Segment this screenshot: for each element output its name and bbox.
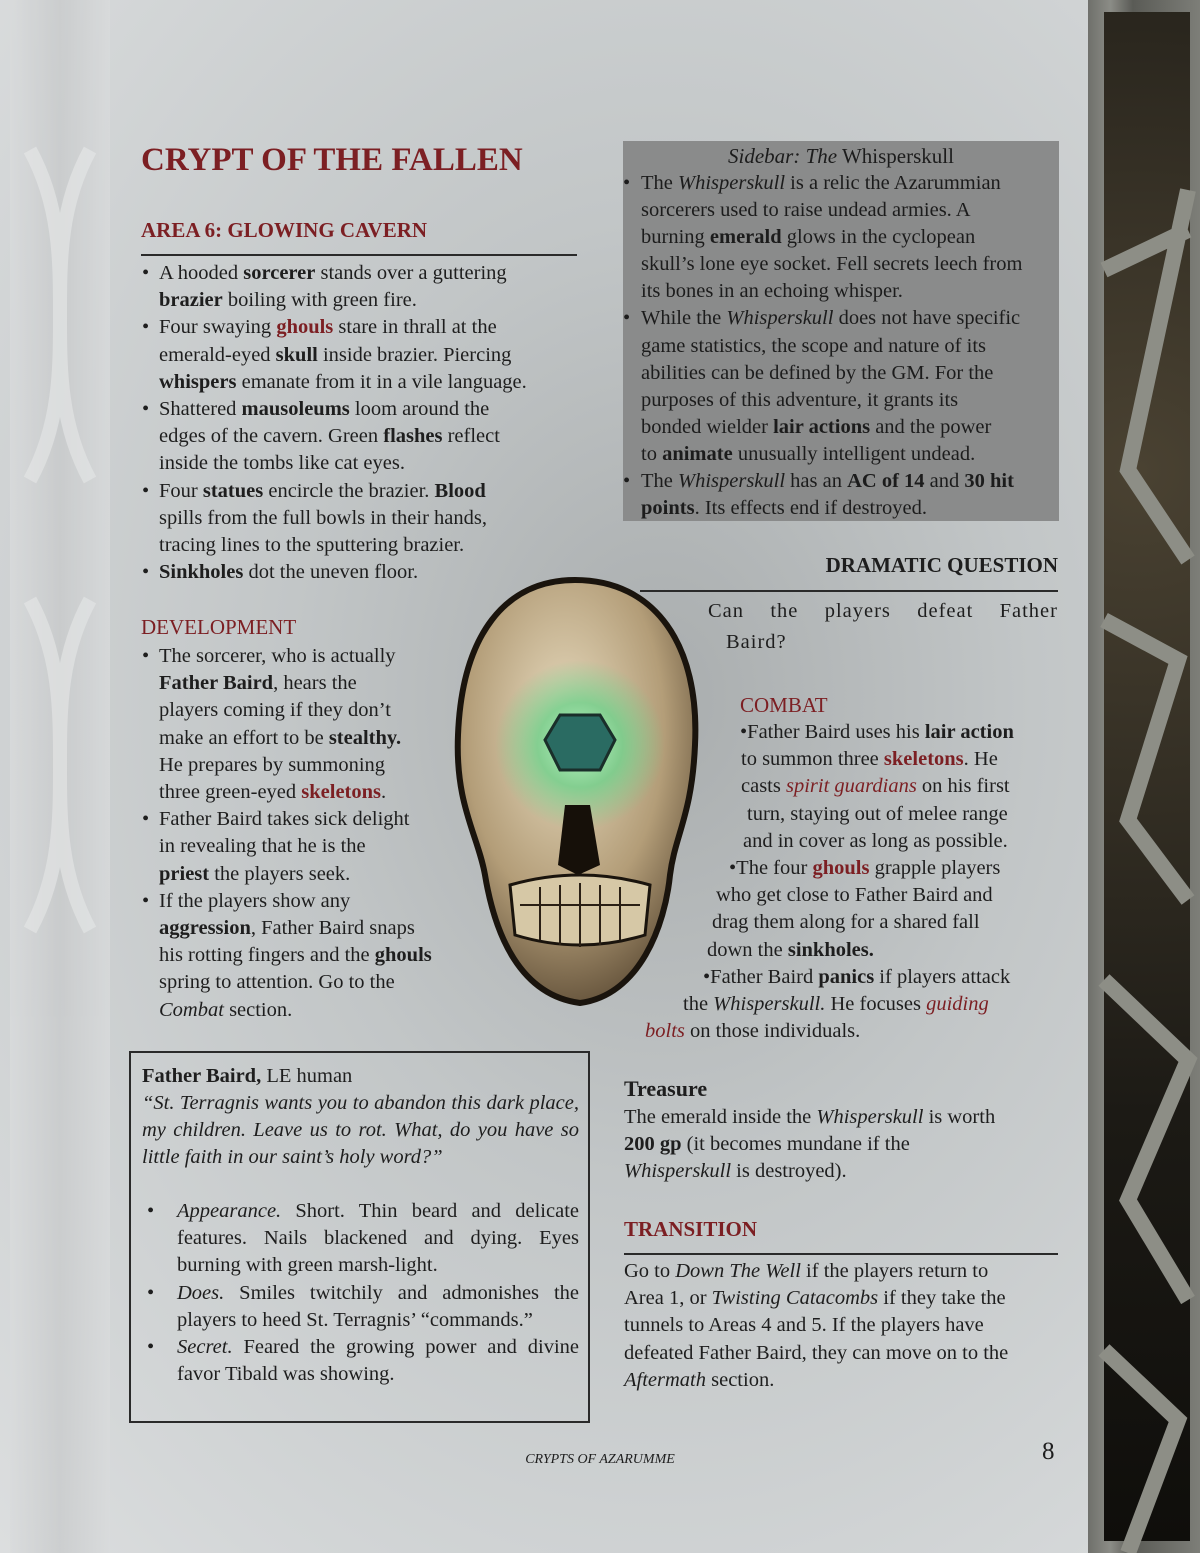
- text-run: unusually intelligent undead.: [732, 442, 976, 465]
- text-run: Appearance.: [177, 1200, 282, 1222]
- text-run: Twisting Catacombs: [711, 1287, 879, 1310]
- page-number: 8: [1042, 1438, 1055, 1465]
- text-run: grapple players: [869, 857, 1001, 879]
- text-run: and in cover as long as possible.: [743, 829, 1008, 852]
- text-run: flashes: [383, 425, 443, 448]
- text-run: brazier: [159, 289, 223, 312]
- transition-heading: TRANSITION: [624, 1217, 758, 1241]
- list-item: [147, 1334, 579, 1388]
- sidebar-caption: [623, 142, 1059, 170]
- text-run: glows in the cyclopean skull’s lone eye socket. Fell secrets leech from its bones in an echoing whisper.: [641, 226, 1023, 303]
- combat-line: [741, 775, 1010, 798]
- treasure-heading: Treasure: [624, 1076, 708, 1101]
- text-run: He focuses: [825, 993, 927, 1015]
- text-run: skeletons: [301, 781, 382, 804]
- text-run: Baird?: [726, 631, 787, 653]
- divider: [141, 254, 577, 256]
- text-run: animate: [662, 442, 733, 465]
- sidebar-bullet-list: [623, 170, 1059, 522]
- list-item: [142, 314, 582, 396]
- text-run: is a relic the Azarummian sorcerers used to raise undead armies. A burning: [641, 172, 1001, 249]
- footer-book-title: CRYPTS OF AZARUMME: [525, 1452, 675, 1467]
- text-run: AC of 14: [847, 470, 925, 493]
- development-bullet-list: [142, 643, 462, 1024]
- text-run: Down The Well: [675, 1260, 801, 1282]
- text-run: and the power to: [641, 415, 992, 465]
- combat-line: [716, 884, 993, 907]
- combat-line: [740, 721, 1014, 744]
- text-run: While the: [641, 307, 727, 330]
- text-run: down the: [707, 938, 788, 961]
- combat-heading: COMBAT: [740, 693, 828, 717]
- text-run: and: [924, 470, 965, 493]
- text-run: Whisperskull: [678, 470, 786, 493]
- text-run: panics: [818, 965, 875, 988]
- text-run: does not have specific game statistics, the scope and nature of its abilities can be defined by the GM. For the purposes of this adventure, it grants its bonded wielder: [641, 307, 1021, 438]
- text-run: stands over a guttering: [320, 262, 507, 284]
- text-run: Sinkholes: [159, 561, 244, 584]
- text-run: if the players return to Area 1, or: [624, 1260, 989, 1310]
- text-run: Father Baird: [159, 672, 274, 695]
- text-run: Secret.: [177, 1336, 233, 1359]
- list-item: [147, 1280, 579, 1334]
- text-run: , Father Baird snaps his rotting fingers and the: [159, 917, 415, 967]
- text-run: skeletons: [883, 748, 964, 771]
- text-run: ghouls: [374, 944, 432, 967]
- npc-name: [142, 1063, 579, 1090]
- combat-line: [707, 939, 874, 962]
- combat-line: [645, 1020, 860, 1043]
- text-run: skull: [275, 343, 318, 366]
- text-run: spills from the full bowls in their hands, tracing lines to the sputtering brazier.: [159, 506, 487, 557]
- text-run: stealthy.: [328, 726, 402, 749]
- text-run: Smiles twitchily and admonishes the players to heed St. Terragnis’ “commands.”: [177, 1281, 579, 1331]
- text-run: ghouls: [812, 857, 870, 879]
- combat-line: [743, 830, 1008, 853]
- text-run: sinkholes.: [787, 938, 874, 961]
- text-run: Combat: [159, 998, 224, 1021]
- text-run: Blood: [434, 479, 486, 502]
- text-run: sorcerer: [243, 262, 316, 284]
- npc-quote: “St. Terragnis wants you to abandon this dark place, my children. Leave us to rot. What, do you have so little faith in our saint’s holy word?”: [142, 1092, 579, 1169]
- text-run: emanate from it in a vile language.: [236, 370, 527, 393]
- text-run: (it becomes mundane if the: [686, 1133, 910, 1156]
- text-run: Father Baird,: [142, 1065, 262, 1087]
- text-run: 30 hit points: [641, 470, 1014, 520]
- text-run: statues: [202, 479, 264, 502]
- text-run: casts: [741, 775, 786, 798]
- text-run: The sorcerer, who is actually: [159, 645, 396, 667]
- text-run: 200 gp: [624, 1133, 682, 1156]
- list-item: [623, 468, 1059, 522]
- text-run: the: [683, 993, 714, 1015]
- decorative-border-frame: [1088, 0, 1200, 1553]
- combat-line: [729, 857, 1000, 880]
- bullet-icon: •: [147, 1336, 155, 1359]
- text-run: •Father Baird uses his: [740, 721, 925, 743]
- text-run: if they take the tunnels to Areas 4 and 5. If the players have defeated Father Baird, they can move on to the: [624, 1287, 1009, 1364]
- text-run: spring to attention. Go to the: [159, 971, 395, 994]
- text-run: Whisperskull: [624, 1160, 732, 1183]
- text-run: , hears the players coming if they don’t make an effort to be: [159, 672, 391, 749]
- combat-line: [747, 803, 1008, 826]
- text-run: Father Baird takes sick delight in revealing that he is the: [159, 808, 410, 858]
- text-run: The: [641, 172, 678, 194]
- text-run: Four swaying: [159, 316, 277, 339]
- text-run: Short. Thin beard and delicate features. Nails blackened and dying. Eyes burning with green marsh-light.: [177, 1200, 579, 1277]
- text-run: . He: [963, 748, 998, 771]
- text-run: lair action: [924, 721, 1014, 743]
- list-item: [142, 478, 582, 560]
- text-run: to summon three: [741, 748, 884, 771]
- area-bullet-list: [142, 260, 582, 586]
- text-run: boiling with green fire.: [222, 289, 417, 312]
- decorative-knot-band: [10, 0, 110, 1553]
- text-run: Feared the growing power and divine favor Tibald was showing.: [177, 1336, 579, 1386]
- text-run: The emerald inside the: [624, 1106, 817, 1128]
- text-run: lair actions: [773, 415, 871, 438]
- text-run: •Father Baird: [703, 965, 819, 988]
- dramatic-question-line: [726, 631, 787, 654]
- text-run: Sidebar: The: [728, 144, 838, 168]
- text-run: whispers: [159, 370, 237, 393]
- text-run: loom around the edges of the cavern. Green: [159, 398, 490, 448]
- combat-line: [703, 966, 1010, 989]
- combat-line: [683, 993, 989, 1016]
- text-run: Whisperskull: [837, 144, 954, 168]
- text-run: Shattered: [159, 398, 242, 421]
- list-item: [142, 396, 582, 478]
- text-run: He prepares by summoning three green-eyed: [159, 753, 386, 804]
- list-item: [142, 806, 462, 888]
- text-run: turn, staying out of melee range: [747, 802, 1008, 825]
- text-run: on those individuals.: [684, 1020, 861, 1043]
- text-run: The: [641, 470, 678, 493]
- list-item: [142, 260, 582, 314]
- text-run: reflect inside the tombs like cat eyes.: [159, 425, 500, 475]
- text-run: if players attack: [874, 965, 1011, 988]
- text-run: Go to: [624, 1260, 676, 1282]
- list-item: [623, 170, 1059, 305]
- text-run: drag them along for a shared fall: [712, 911, 980, 934]
- text-run: section.: [223, 998, 293, 1021]
- text-run: Whisperskull: [816, 1106, 924, 1128]
- npc-stat-box: [129, 1051, 590, 1423]
- text-run: Does.: [177, 1281, 225, 1304]
- text-run: guiding: [926, 993, 989, 1015]
- skull-illustration: [450, 575, 705, 1010]
- list-item: [147, 1198, 579, 1280]
- bullet-icon: •: [147, 1281, 155, 1304]
- text-run: stare in thrall at the emerald-eyed: [159, 316, 497, 366]
- text-run: A hooded: [159, 262, 244, 284]
- treasure-text: [624, 1104, 1064, 1186]
- text-run: LE human: [261, 1065, 353, 1087]
- text-run: ghouls: [276, 316, 334, 339]
- transition-text: [624, 1258, 1064, 1394]
- text-run: the players seek.: [209, 862, 351, 885]
- text-run: dot the uneven floor.: [243, 561, 419, 584]
- text-run: Can the players defeat Father: [708, 600, 1058, 622]
- text-run: Four: [159, 479, 203, 502]
- text-run: who get close to Father Baird and: [716, 884, 993, 907]
- text-run: mausoleums: [241, 398, 350, 421]
- dramatic-question-heading: DRAMATIC QUESTION: [825, 553, 1058, 577]
- bullet-icon: •: [147, 1200, 155, 1222]
- text-run: Whisperskull: [678, 172, 786, 194]
- text-run: on his first: [916, 775, 1010, 798]
- area-heading: AREA 6: GLOWING CAVERN: [141, 218, 428, 242]
- list-item: [623, 305, 1059, 468]
- text-run: Aftermath: [624, 1368, 706, 1391]
- text-run: .: [381, 781, 387, 804]
- text-run: encircle the brazier.: [263, 479, 435, 502]
- text-run: is worth: [928, 1106, 996, 1128]
- text-run: has an: [785, 470, 848, 493]
- text-run: Whisperskull.: [713, 993, 826, 1015]
- combat-line: [741, 748, 998, 771]
- sidebar-whisperskull: [623, 141, 1059, 521]
- text-run: is destroyed).: [731, 1160, 847, 1183]
- combat-line: [712, 911, 980, 934]
- list-item: [142, 888, 462, 1024]
- text-run: spirit guardians: [785, 775, 917, 798]
- text-run: emerald: [709, 226, 782, 249]
- divider: [624, 1253, 1058, 1255]
- text-run: . Its effects end if destroyed.: [694, 497, 928, 520]
- page-title: CRYPT OF THE FALLEN: [141, 142, 523, 178]
- development-heading: DEVELOPMENT: [141, 615, 297, 639]
- text-run: bolts: [645, 1020, 685, 1043]
- text-run: aggression: [159, 917, 251, 940]
- text-run: inside brazier. Piercing: [322, 343, 512, 366]
- dramatic-question-line: [708, 600, 1058, 623]
- list-item: [142, 643, 462, 806]
- text-run: •The four: [729, 857, 813, 879]
- npc-bullet-list: [147, 1198, 579, 1388]
- text-run: If the players show any: [159, 889, 351, 912]
- text-run: Whisperskull: [726, 307, 834, 330]
- text-run: priest: [159, 862, 210, 885]
- text-run: section.: [706, 1368, 775, 1391]
